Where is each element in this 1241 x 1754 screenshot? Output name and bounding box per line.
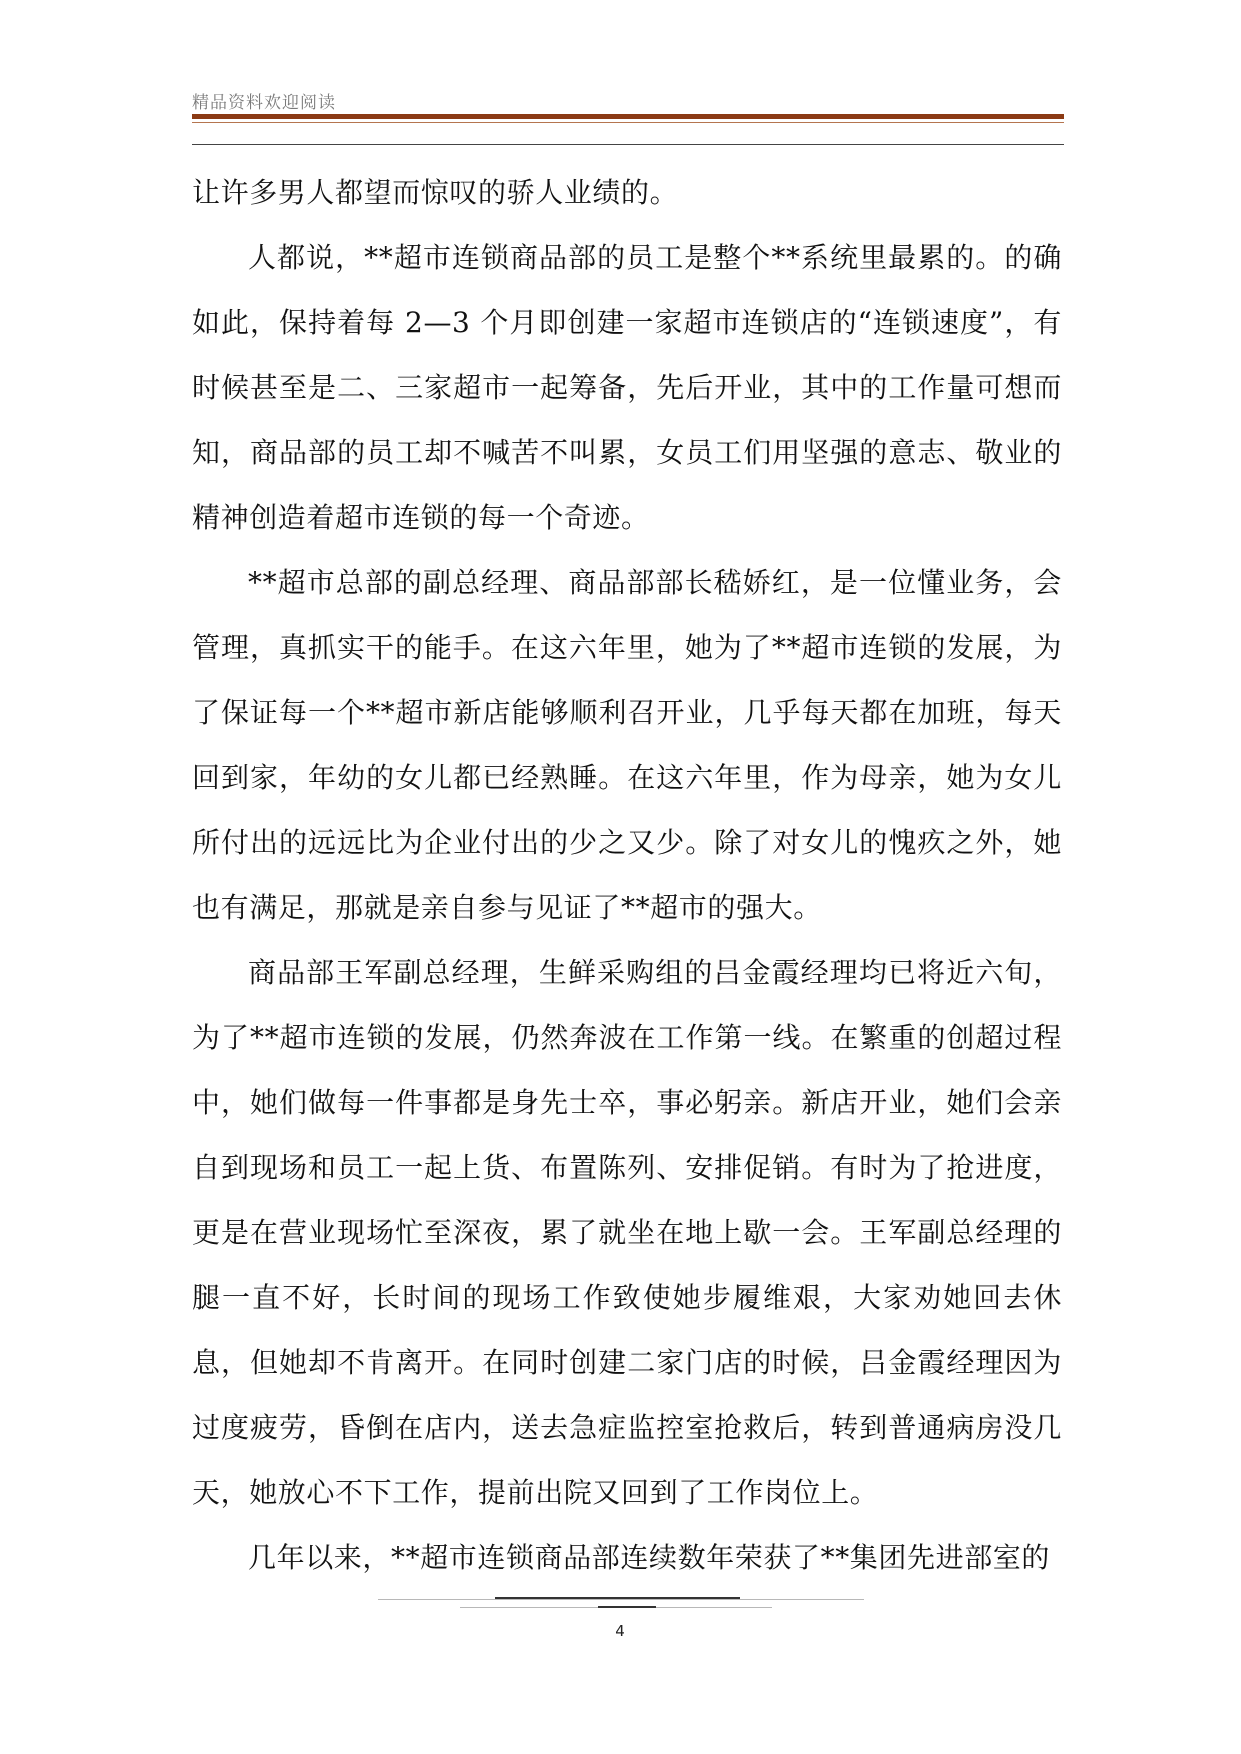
header-divider-thin — [192, 122, 1064, 123]
paragraph: 商品部王军副总经理，生鲜采购组的吕金霞经理均已将近六旬，为了**超市连锁的发展，仍然奔波在工作第一线。在繁重的创超过程中，她们做每一件事都是身先士卒，事必躬亲。新店开业，她们会亲自到现场和员工一起上货、布置陈列、安排促销。有时为了抢进度，更是在营业现场忙至深夜，累了就坐在地上歇一会。王军副总经理的腿一直不好，长时间的现场工作致使她步履维艰，大家劝她回去休息，但她却不肯离开。在同时创建二家门店的时候，吕金霞经理因为过度疲劳，昏倒在店内，送去急症监控室抢救后，转到普通病房没几天，她放心不下工作，提前出院又回到了工作岗位上。 — [192, 956, 1062, 1509]
footer-line-dark — [495, 1597, 740, 1599]
paragraph-continuation: 让许多男人都望而惊叹的骄人业绩的。 — [192, 176, 679, 209]
footer-line-dark — [598, 1606, 656, 1608]
header-divider — [192, 114, 1064, 119]
page-header-title: 精品资料欢迎阅读 — [192, 93, 336, 113]
page-number: 4 — [615, 1622, 625, 1640]
paragraph: 人都说，**超市连锁商品部的员工是整个**系统里最累的。的确如此，保持着每 2—3 个月即创建一家超市连锁店的“连锁速度”，有时候甚至是二、三家超市一起筹备，先后开业，其中的工作量可想而知，商品部的员工却不喊苦不叫累，女员工们用坚强的意志、敬业的精神创造着超市连锁的每一个奇迹。 — [192, 241, 1062, 534]
footer-line — [378, 1599, 864, 1600]
paragraph: 几年以来，**超市连锁商品部连续数年荣获了**集团先进部室的 — [248, 1541, 1051, 1574]
paragraph: **超市总部的副总经理、商品部部长嵇娇红，是一位懂业务，会管理，真抓实干的能手。在这六年里，她为了**超市连锁的发展，为了保证每一个**超市新店能够顺利召开业，几乎每天都在加班，每天回到家，年幼的女儿都已经熟睡。在这六年里，作为母亲，她为女儿所付出的远远比为企业付出的少之又少。除了对女儿的愧疚之外，她也有满足，那就是亲自参与见证了**超市的强大。 — [192, 566, 1062, 924]
document-body — [192, 160, 1062, 1590]
header-divider-gray — [192, 144, 1064, 145]
